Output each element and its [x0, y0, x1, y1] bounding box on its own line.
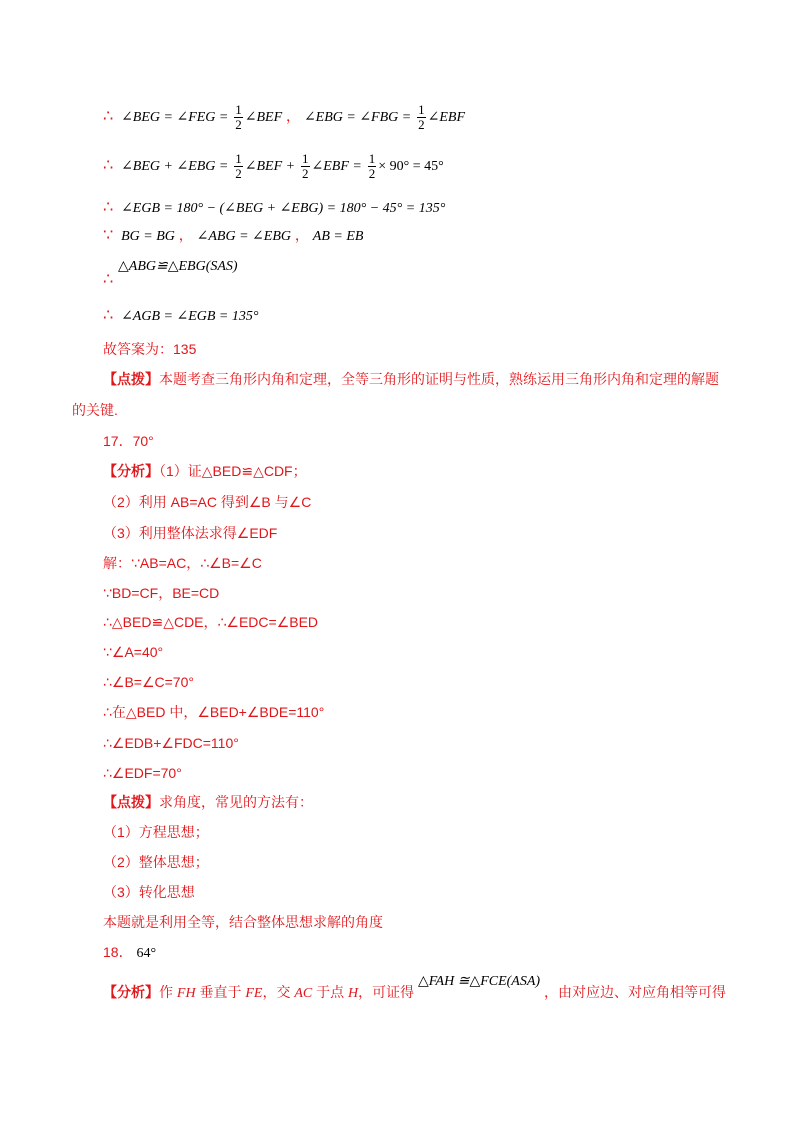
dianbo-text: 本题考查三角形内角和定理，全等三角形的证明与性质，熟练运用三角形内角和定理的解题 [159, 371, 719, 387]
proof-line-6 [103, 306, 258, 326]
fenxi-text: （1）证△BED≌△CDF； [159, 463, 307, 479]
math-expr: ∠BEF [244, 110, 283, 126]
fraction: $\frac{1}{2}$ [302, 151, 309, 181]
q17-sol-4: ∵∠A=40° [103, 644, 164, 660]
q17-dianbo [103, 793, 313, 811]
dianbo-line-2: 的关键. [72, 402, 118, 418]
q17-title: 17．70° [103, 433, 154, 449]
separator: ， [286, 109, 301, 126]
proof-line-2 [103, 152, 444, 181]
answer-line: 故答案为：135 [103, 341, 197, 357]
fenxi-tag: 【分析】 [103, 984, 159, 1000]
q17-dianbo-5: 本题就是利用全等，结合整体思想求解的角度 [103, 914, 383, 930]
proof-line-5-therefore [103, 270, 117, 288]
q17-dianbo-3: （2）整体思想； [103, 854, 209, 870]
q18-title [103, 943, 156, 963]
q17-sol-8: ∴∠EDF=70° [103, 765, 182, 781]
congruence-expr: △FAH ≅△FCE(ASA) [418, 974, 541, 989]
therefore-symbol: ∴ [103, 155, 114, 175]
proof-line-4 [103, 226, 363, 246]
math-expr: ∠ABG = ∠EBG [196, 229, 291, 244]
q18-fenxi: 【分析】作 FH 垂直于 FE，交 AC 于点 H，可证得 △FAH ≅△FCE(ASA) ，由对应边、对应角相等可得 [103, 974, 726, 1001]
q18-answer: 64° [136, 946, 157, 961]
math-expr: ∠EGB = 180° − (∠BEG + ∠EBG) = 180° − 45° = 135° [121, 201, 446, 216]
q17-sol-2: ∵BD=CF，BE=CD [103, 585, 220, 601]
math-expr: ∠EBF = [311, 159, 362, 175]
fenxi-tag: 【分析】 [103, 463, 159, 479]
therefore-symbol: ∴ [103, 269, 114, 288]
therefore-symbol: ∴ [103, 305, 114, 324]
separator: ， [294, 228, 309, 244]
math-expr: ∠BEG = ∠FEG = [121, 110, 229, 126]
q17-fenxi-2: （2）利用 AB=AC 得到∠B 与∠C [103, 494, 312, 510]
fraction: $\frac{1}{2}$ [418, 102, 425, 132]
math-expr: × 90° = 45° [378, 159, 444, 175]
q17-fenxi-3: （3）利用整体法求得∠EDF [103, 525, 278, 541]
math-expr: ∠BEG + ∠EBG = [121, 159, 229, 175]
dianbo-tag: 【点拨】 [103, 371, 159, 387]
fraction: $\frac{1}{2}$ [368, 151, 376, 181]
q17-dianbo-4: （3）转化思想 [103, 884, 195, 900]
therefore-symbol: ∴ [103, 106, 114, 126]
fraction: $\frac{1}{2}$ [235, 102, 242, 132]
math-expr: ∠EBF [427, 110, 466, 126]
dianbo-tag: 【点拨】 [103, 794, 159, 810]
math-expr: BG = BG [121, 229, 175, 244]
q18-number: 18． [103, 944, 133, 960]
proof-line-1 [103, 103, 465, 132]
separator: ， [178, 228, 193, 244]
q17-sol-3: ∴△BED≌△CDE，∴∠EDC=∠BED [103, 614, 319, 630]
math-expr: ∠AGB = ∠EGB = 135° [121, 309, 259, 324]
q17-sol-1: 解：∵AB=AC，∴∠B=∠C [103, 555, 262, 571]
q17-sol-6: ∴在△BED 中，∠BED+∠BDE=110° [103, 704, 325, 720]
because-symbol: ∵ [103, 225, 114, 244]
math-expr: AB = EB [312, 229, 364, 244]
proof-line-3 [103, 198, 445, 218]
dianbo-text: 求角度，常见的方法有： [159, 794, 313, 810]
math-expr: △ABG≌△EBG(SAS) [118, 259, 238, 274]
proof-line-5 [118, 256, 238, 276]
q17-dianbo-2: （1）方程思想； [103, 824, 209, 840]
math-expr: ∠EBG = ∠FBG = [303, 110, 412, 126]
q17-sol-7: ∴∠EDB+∠FDC=110° [103, 735, 239, 751]
dianbo-line-1 [103, 370, 719, 388]
therefore-symbol: ∴ [103, 197, 114, 216]
q17-sol-5: ∴∠B=∠C=70° [103, 674, 194, 690]
math-expr: ∠BEF + [244, 159, 296, 175]
q17-fenxi [103, 462, 307, 480]
fraction: $\frac{1}{2}$ [235, 151, 242, 181]
